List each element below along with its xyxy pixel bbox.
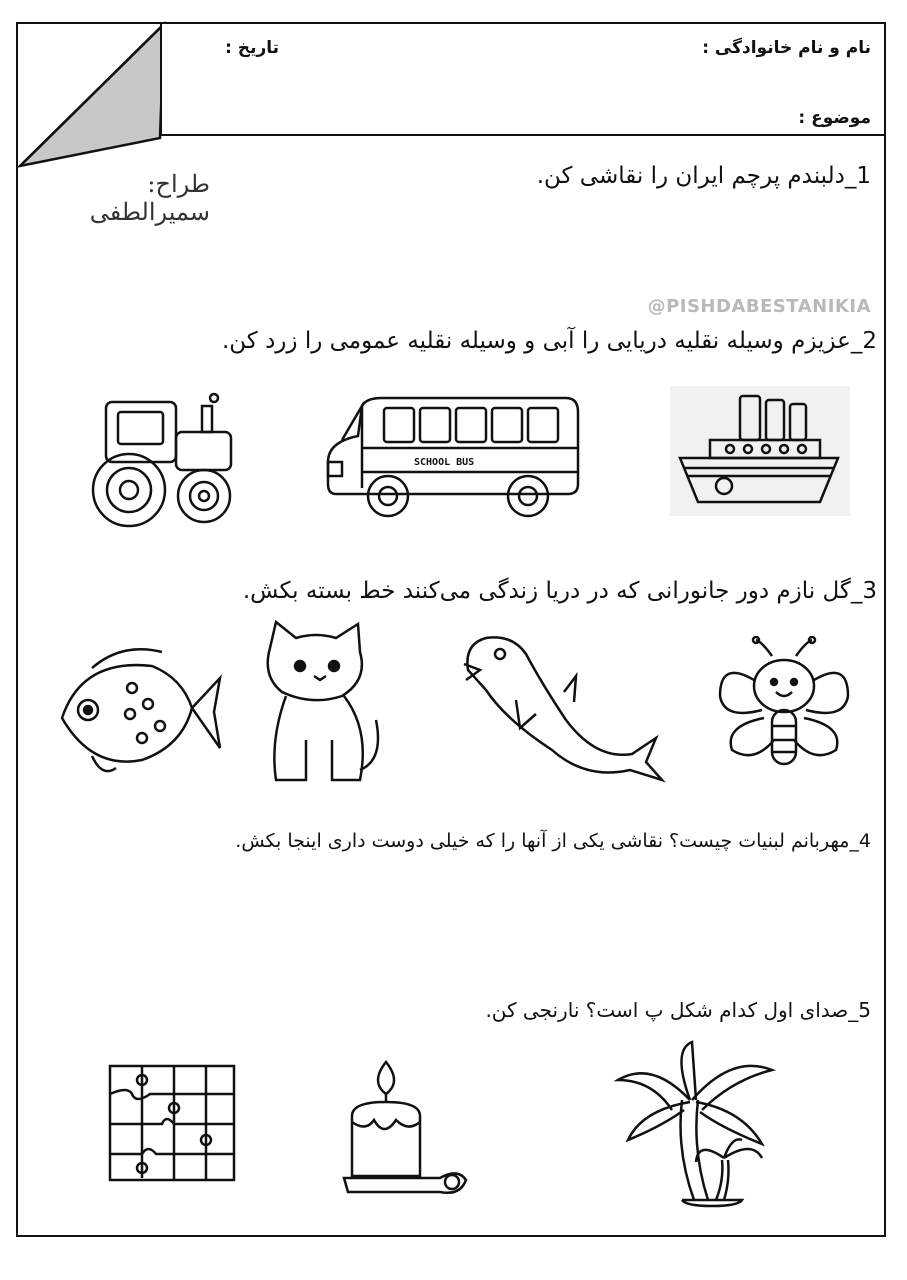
ship-icon: [670, 386, 850, 516]
school-bus-icon: [322, 392, 584, 540]
designer-credit: طراح: سمیرالطفی: [89, 170, 210, 226]
question-2: 2_عزیزم وسیله نقلیه دریایی را آبی و وسیله نقلیه عمومی را زرد کن.: [221, 328, 877, 354]
fish-icon: [52, 638, 224, 786]
watermark: @PISHDABESTANIKIA: [647, 296, 871, 317]
date-field-label: تاریخ :: [225, 38, 279, 58]
butterfly-icon: [714, 636, 854, 774]
cat-icon: [256, 620, 386, 786]
question-1: 1_دلبندم پرچم ایران را نقاشی کن.: [536, 163, 871, 189]
subject-field-label: موضوع :: [798, 108, 871, 128]
question-5: 5_صدای اول کدام شکل پ است؟ نارنجی کن.: [485, 998, 871, 1022]
folded-corner-icon: [14, 20, 174, 172]
bus-sign-text: SCHOOL BUS: [414, 457, 475, 468]
puzzle-icon: [102, 1058, 242, 1188]
candle-icon: [340, 1058, 470, 1206]
palm-tree-icon: [612, 1040, 782, 1208]
dolphin-icon: [456, 630, 666, 786]
tractor-icon: [84, 392, 244, 532]
question-4: 4_مهربانم لبنیات چیست؟ نقاشی یکی از آنها را که خیلی دوست داری اینجا بکش.: [235, 830, 871, 852]
name-field-label: نام و نام خانوادگی :: [702, 38, 871, 58]
question-3: 3_گل نازم دور جانورانی که در دریا زندگی می‌کنند خط بسته بکش.: [242, 578, 877, 604]
